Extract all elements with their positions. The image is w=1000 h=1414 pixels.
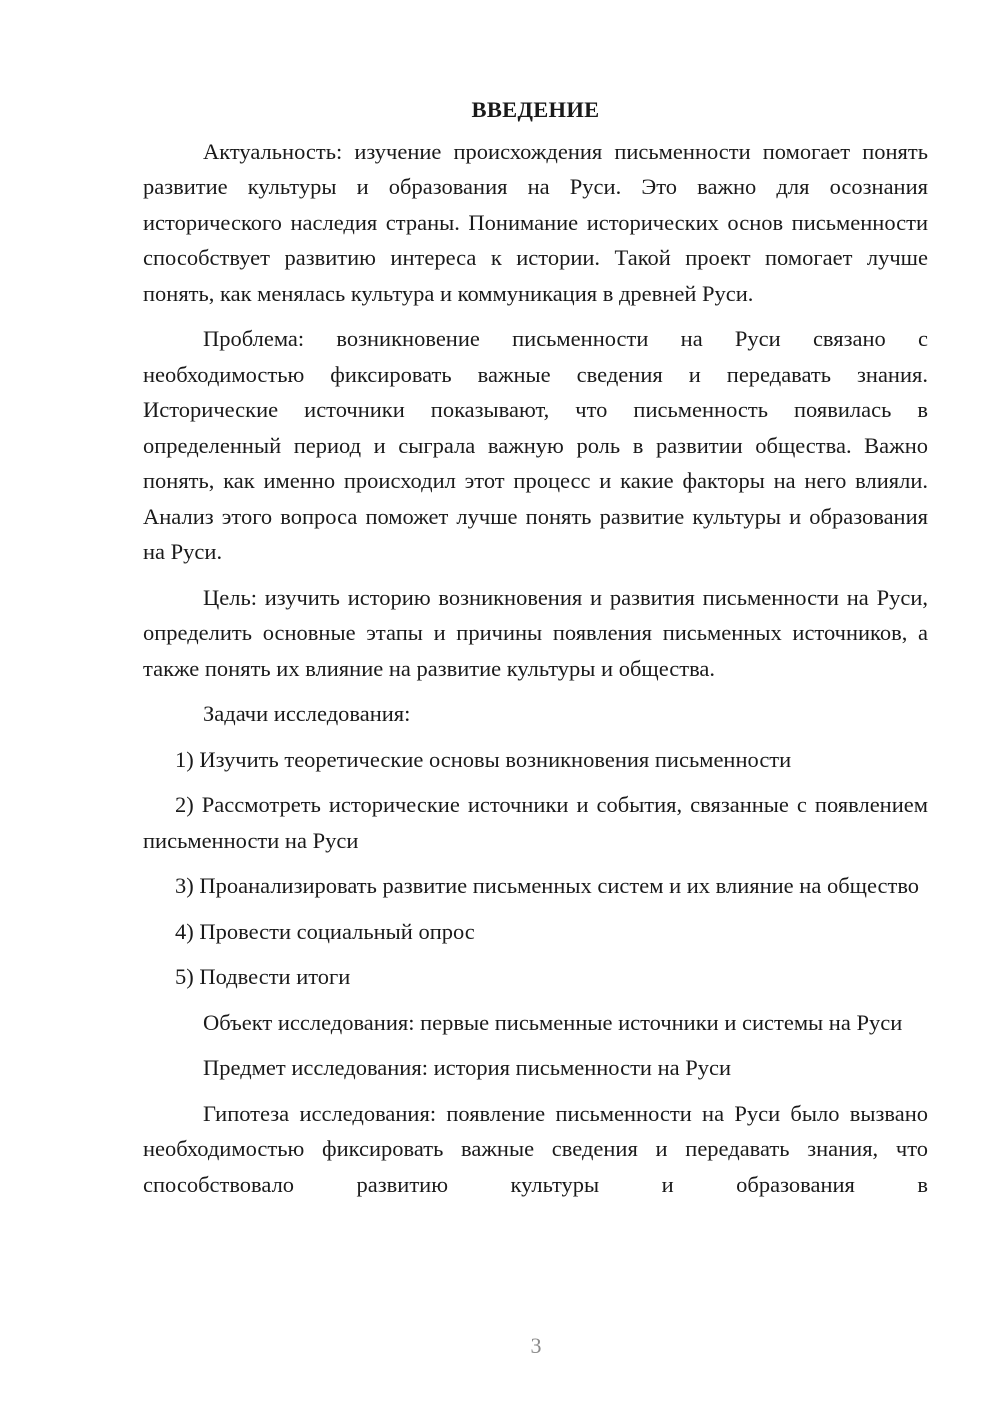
paragraph-tasks-heading: Задачи исследования: — [203, 701, 411, 726]
paragraph-relevance: Актуальность: изучение происхождения письменности помогает понять развитие культуры и образования на Руси. Это важно для осознания исторического наследия страны. Понимание исторических основ письменности способствует развитию интереса к истории. Такой проект помогает лучше понять, как менялась культура и коммуникация в древней Руси. — [143, 138, 928, 306]
task-item-5: 5) Подвести итоги — [175, 964, 351, 989]
paragraph-hypothesis: Гипотеза исследования: появление письменности на Руси было вызвано необходимостью фиксировать важные сведения и передавать знания, что способствовало развитию культуры и образования в — [143, 1100, 928, 1197]
paragraph-goal: Цель: изучить историю возникновения и развития письменности на Руси, определить основные этапы и причины появления письменных источников, а также понять их влияние на развитие культуры и общества. — [143, 584, 928, 681]
task-item-2: 2) Рассмотреть исторические источники и события, связанные с появлением письменности на Руси — [143, 792, 928, 853]
document-page — [143, 92, 928, 1212]
paragraph-object: Объект исследования: первые письменные источники и системы на Руси — [203, 1009, 903, 1035]
task-item-1: 1) Изучить теоретические основы возникновения письменности — [175, 746, 792, 772]
paragraph-subject: Предмет исследования: история письменности на Руси — [203, 1055, 732, 1080]
task-item-3: 3) Проанализировать развитие письменных систем и их влияние на общество — [175, 873, 920, 898]
section-title: ВВЕДЕНИЕ — [471, 97, 600, 122]
page-number: 3 — [530, 1333, 542, 1358]
task-item-4: 4) Провести социальный опрос — [175, 918, 475, 944]
paragraph-problem: Проблема: возникновение письменности на Руси связано с необходимостью фиксировать важные сведения и передавать знания. Исторические источники показывают, что письменность появилась в определенный период и сыграла важную роль в развитии общества. Важно понять, как именно происходил этот процесс и какие факторы на него влияли. Анализ этого вопроса поможет лучше понять развитие культуры и образования на Руси. — [143, 326, 928, 564]
